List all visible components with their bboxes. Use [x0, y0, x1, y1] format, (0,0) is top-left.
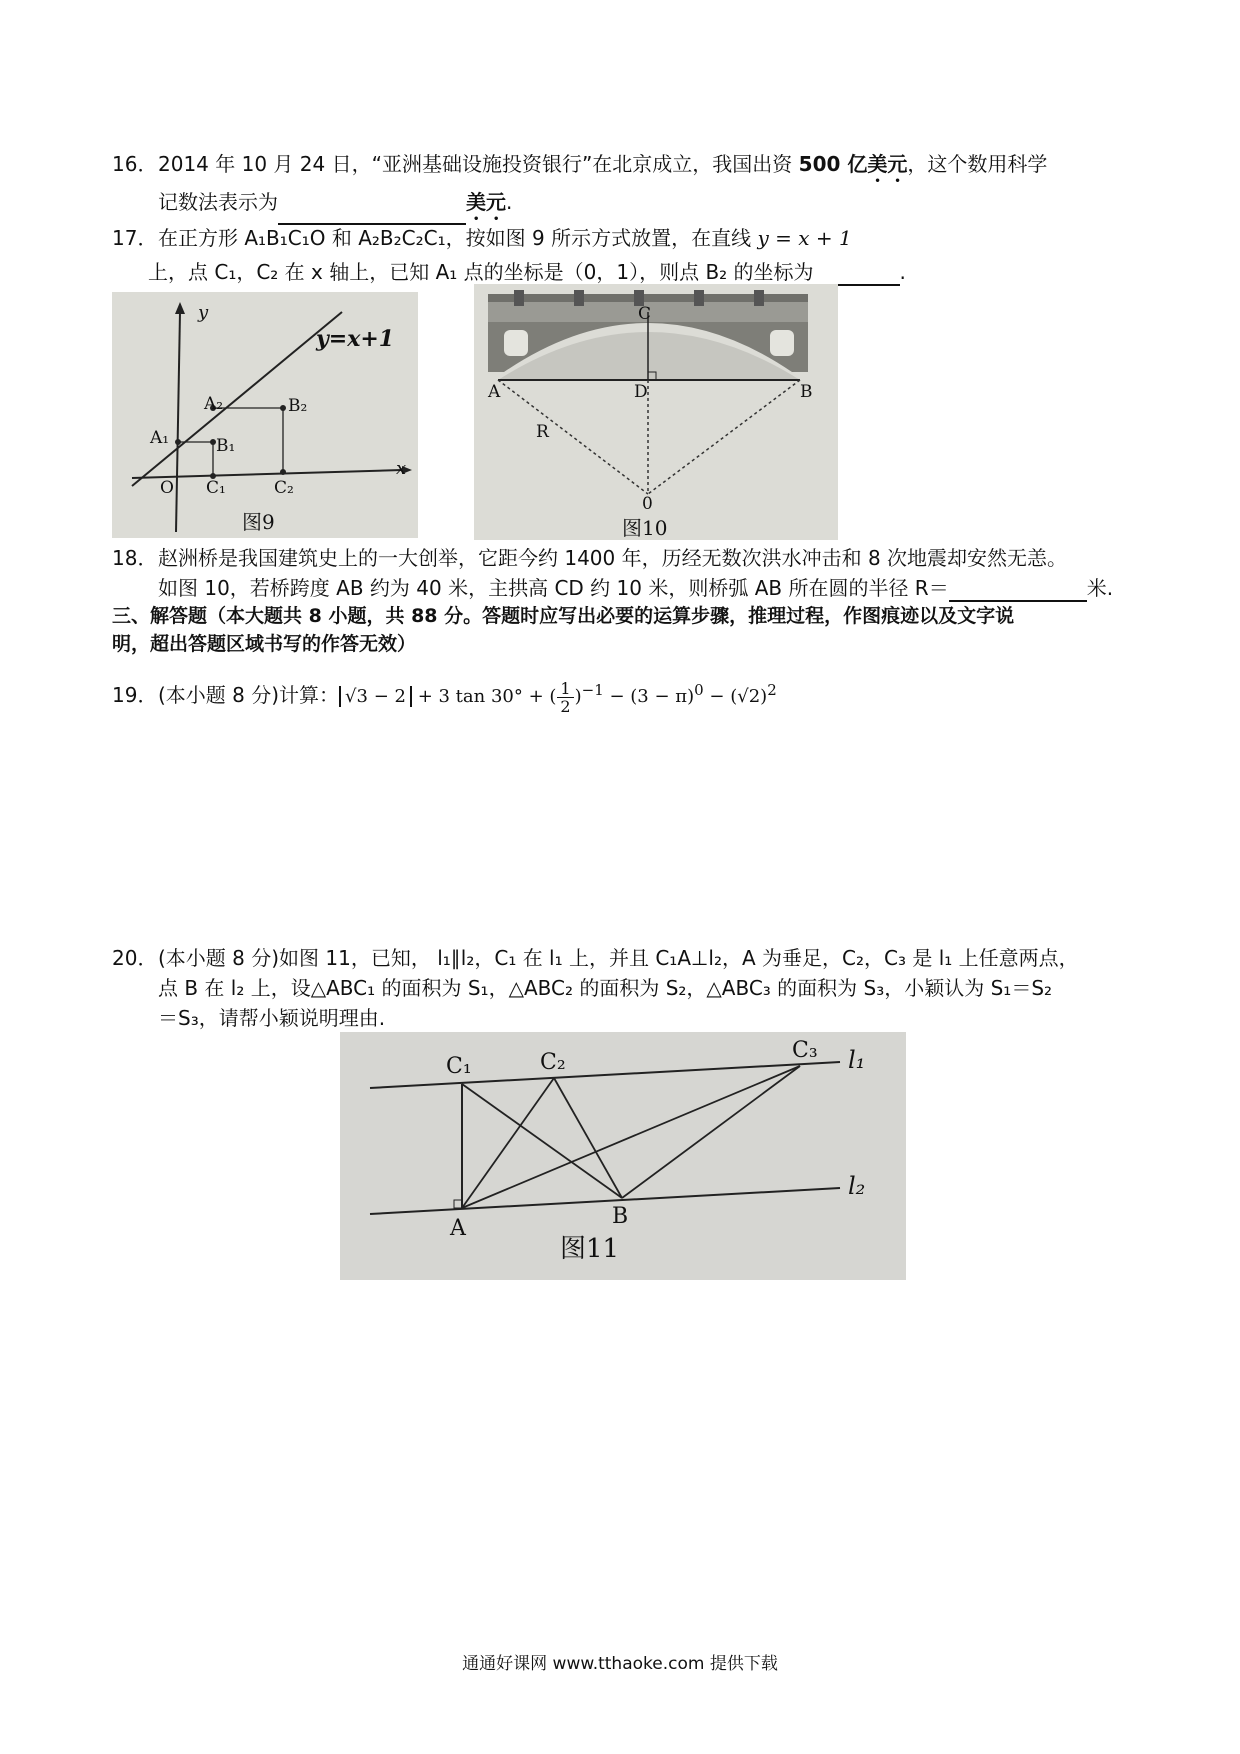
question-17 — [112, 224, 852, 252]
figure-10 — [474, 284, 838, 540]
question-text: ＝S₃，请帮小颖说明理由. — [158, 1006, 386, 1030]
answer-blank[interactable] — [278, 201, 466, 225]
point-label-b: B — [612, 1204, 629, 1229]
fraction-denominator: 2 — [560, 696, 571, 716]
question-20-line2 — [158, 974, 1052, 1002]
point-label-c: C — [638, 304, 652, 324]
section-heading — [112, 602, 1014, 630]
question-text-emphasis: 美元 — [867, 152, 908, 176]
question-19 — [112, 670, 777, 717]
figure-10-diagram — [474, 284, 838, 540]
line-equation-label: y=x+1 — [316, 326, 395, 352]
question-text: 上，点 C₁，C₂ 在 x 轴上，已知 A₁ 点的坐标是（0，1），则点 B₂ 的坐标为 — [148, 260, 814, 284]
question-16-line2 — [158, 188, 512, 225]
figure-11-diagram — [340, 1032, 906, 1280]
question-text-emphasis: 美元 — [466, 190, 506, 214]
exponent: −1 — [581, 681, 604, 699]
section-heading-text: 明，超出答题区域书写的作答无效） — [112, 633, 417, 655]
question-text: . — [899, 260, 906, 284]
question-20 — [112, 944, 1079, 972]
question-18 — [112, 544, 1067, 572]
expression-term: + 3 tan 30° + ( — [417, 686, 557, 707]
point-label-c3: C₃ — [792, 1038, 818, 1063]
radius-label: R — [536, 422, 549, 442]
x-axis-label: x — [396, 458, 407, 479]
line-label-l2: l₂ — [848, 1172, 866, 1200]
exponent: 0 — [694, 681, 704, 699]
question-number: 16． — [112, 152, 158, 176]
point-label-c2: C₂ — [540, 1050, 566, 1075]
question-number: 17． — [112, 226, 158, 250]
figure-caption: 图9 — [242, 510, 275, 534]
question-text: 记数法表示为 — [158, 190, 278, 214]
exponent: 2 — [767, 681, 777, 699]
y-axis-label: y — [198, 302, 209, 323]
answer-blank[interactable] — [949, 578, 1087, 602]
point-label-b2: B₂ — [288, 396, 308, 416]
line-label-l1: l₁ — [848, 1046, 866, 1074]
origin-label: O — [160, 478, 174, 498]
question-text: ，这个数用科学 — [907, 152, 1048, 176]
footer-text: 通通好课网 www.tthaoke.com 提供下载 — [462, 1654, 778, 1674]
question-number: 19． — [112, 683, 158, 707]
question-text: . — [506, 190, 513, 214]
point-label-a: A — [488, 382, 501, 402]
question-text: 在正方形 A₁B₁C₁O 和 A₂B₂C₂C₁，按如图 9 所示方式放置，在直线 — [158, 226, 758, 250]
point-label-c1: C₁ — [206, 478, 226, 498]
figure-9 — [112, 292, 418, 538]
point-label-b: B — [800, 382, 813, 402]
equation: y = x + 1 — [757, 226, 852, 250]
footer — [0, 1650, 1240, 1678]
question-20-line3 — [158, 1004, 385, 1032]
question-text: 点 B 在 l₂ 上，设△ABC₁ 的面积为 S₁，△ABC₂ 的面积为 S₂，△ABC₃ 的面积为 S₃，小颖认为 S₁＝S₂ — [158, 976, 1053, 1000]
question-number: 20． — [112, 946, 158, 970]
question-text: (本小题 8 分)如图 11，已知， l₁∥l₂，C₁ 在 l₁ 上，并且 C₁A⊥l₂，A 为垂足，C₂，C₃ 是 l₁ 上任意两点， — [158, 946, 1079, 970]
point-label-o: 0 — [642, 494, 653, 514]
question-16 — [112, 150, 1047, 187]
section-heading-line2 — [112, 630, 416, 658]
section-heading-text: 三、解答题（本大题共 8 小题，共 88 分。答题时应写出必要的运算步骤，推理过程，作图痕迹以及文字说 — [112, 605, 1015, 627]
expression-term: − (3 − π) — [603, 686, 695, 707]
question-text: (本小题 8 分)计算： — [158, 683, 340, 707]
point-label-c2: C₂ — [274, 478, 294, 498]
point-label-c1: C₁ — [446, 1054, 472, 1079]
question-number: 18． — [112, 546, 158, 570]
expression-term: ) — [574, 686, 582, 707]
point-label-a1: A₁ — [150, 428, 170, 448]
point-label-d: D — [634, 382, 648, 402]
question-text: 如图 10，若桥跨度 AB 约为 40 米，主拱高 CD 约 10 米，则桥弧 AB 所在圆的半径 R＝ — [158, 576, 949, 600]
figure-11 — [340, 1032, 906, 1280]
figure-caption: 图11 — [560, 1234, 620, 1264]
fraction — [557, 680, 573, 715]
question-text: 2014 年 10 月 24 日，“亚洲基础设施投资银行”在北京成立，我国出资 — [158, 152, 799, 176]
fraction-numerator: 1 — [557, 680, 573, 698]
figure-caption: 图10 — [622, 516, 668, 540]
point-label-a2: A₂ — [204, 394, 224, 414]
question-text-bold: 500 亿 — [798, 152, 868, 176]
question-text: 赵洲桥是我国建筑史上的一大创举，它距今约 1400 年，历经无数次洪水冲击和 8 次地震却安然无恙。 — [158, 546, 1068, 570]
question-18-line2 — [158, 574, 1113, 602]
question-17-line2 — [148, 258, 906, 286]
question-text: 米. — [1086, 576, 1114, 600]
expression — [339, 678, 777, 716]
point-label-a: A — [450, 1216, 466, 1241]
point-label-b1: B₁ — [216, 436, 236, 456]
answer-blank[interactable] — [814, 262, 900, 286]
expression-term: − (√2) — [703, 686, 768, 707]
absolute-value: √3 − 2 — [339, 686, 412, 707]
